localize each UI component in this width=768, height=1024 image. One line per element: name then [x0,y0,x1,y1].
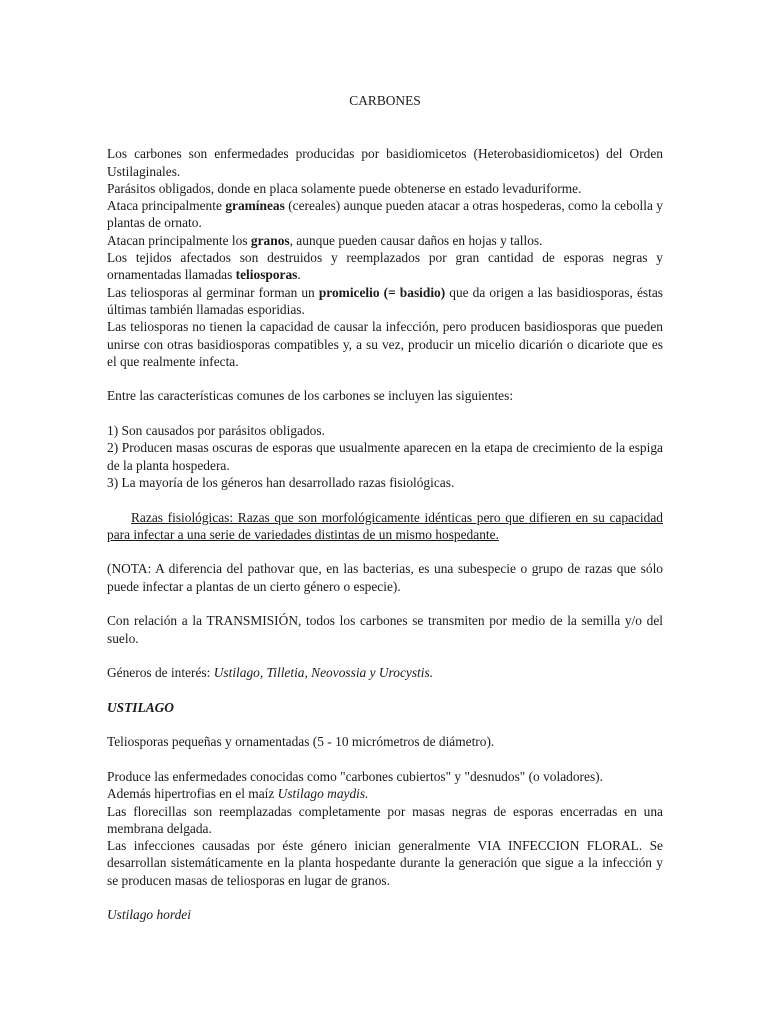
bold-term: promicelio (= basidio) [318,284,446,300]
text-run: Los tejidos afectados son destruidos y reemplazados por gran cantidad de esporas negras y ornamentadas llamadas [107,250,663,283]
text-run: Además hipertrofias en el maíz [107,786,278,802]
generos-paragraph [107,664,663,681]
ustilago-paragraph-4: Las florecillas son reemplazadas completamente por masas negras de esporas encerradas en una membrana delgada. [107,803,663,836]
intro-paragraph-7: Las teliosporas no tienen la capacidad de causar la infección, pero producen basidiosporas que pueden unirse con otras basidiosporas compatibles y, a su vez, producir un micelio dicarión o dicariote que es el que realmente infecta. [107,319,663,369]
text-run: (cereales) aunque pueden atacar a otras hospederas, como la cebolla y plantas de ornato. [107,198,663,231]
intro-paragraph-4 [107,232,663,249]
list-item: 2) Producen masas oscuras de esporas que usualmente aparecen en la etapa de crecimiento de la espiga de la planta hospedera. [107,440,663,473]
characteristics-lead: Entre las características comunes de los carbones se incluyen las siguientes: [107,388,514,404]
section-heading-ustilago: USTILAGO [107,699,174,715]
razas-definition: Razas fisiológicas: Razas que son morfológicamente idénticas pero que difieren en su capacidad para infectar a una serie de variedades distintas de un mismo hospedante. [107,509,663,542]
text-run: Las teliosporas al germinar forman un [107,284,319,300]
bold-term: granos [250,232,290,248]
bold-term: gramíneas [225,198,285,214]
transmision-paragraph: Con relación a la TRANSMISIÓN, todos los carbones se transmiten por medio de la semilla y/o del suelo. [107,613,663,646]
ustilago-paragraph-1: Teliosporas pequeñas y ornamentadas (5 - 10 micrómetros de diámetro). [107,734,495,750]
list-item: 1) Son causados por parásitos obligados. [107,423,325,439]
text-run: . [297,267,301,283]
text-run: Atacan principalmente los [107,232,251,248]
subsection-heading: Ustilago hordei [107,907,191,923]
nota-paragraph: (NOTA: A diferencia del pathovar que, en las bacterias, es una subespecie o grupo de razas que sólo puede infectar a plantas de un cierto género o especie). [107,561,663,594]
intro-paragraph-5 [107,249,663,284]
text-run: que da origen a las basidiosporas, éstas últimas también llamadas esporidias. [107,284,663,317]
ustilago-paragraph-2: Produce las enfermedades conocidas como "carbones cubiertos" y "desnudos" (o voladores). [107,768,603,784]
ustilago-paragraph-5: Las infecciones causadas por éste género inician generalmente VIA INFECCION FLORAL. Se desarrollan sistemáticamente en la planta hospedante durante la generación que sigue a la infección y se producen masas de teliosporas en lugar de granos. [107,838,663,888]
intro-paragraph-6 [107,284,663,319]
list-item: 3) La mayoría de los géneros han desarrollado razas fisiológicas. [107,474,455,490]
document-title: CARBONES [349,93,421,108]
ustilago-paragraph-3 [107,785,663,802]
intro-paragraph-2: Parásitos obligados, donde en placa solamente puede obtenerse en estado levaduriforme. [107,180,582,196]
species-name: Ustilago maydis. [277,786,369,802]
bold-term: teliosporas [235,267,298,283]
generos-label: Géneros de interés: [107,665,214,681]
text-run: , aunque pueden causar daños en hojas y tallos. [289,232,543,248]
text-run: Ataca principalmente [107,198,226,214]
intro-paragraph-3 [107,197,663,232]
intro-paragraph-1: Los carbones son enfermedades producidas por basidiomicetos (Heterobasidiomicetos) del Orden Ustilaginales. [107,146,663,179]
generos-names: Ustilago, Tilletia, Neovossia y Urocystis. [213,665,434,681]
